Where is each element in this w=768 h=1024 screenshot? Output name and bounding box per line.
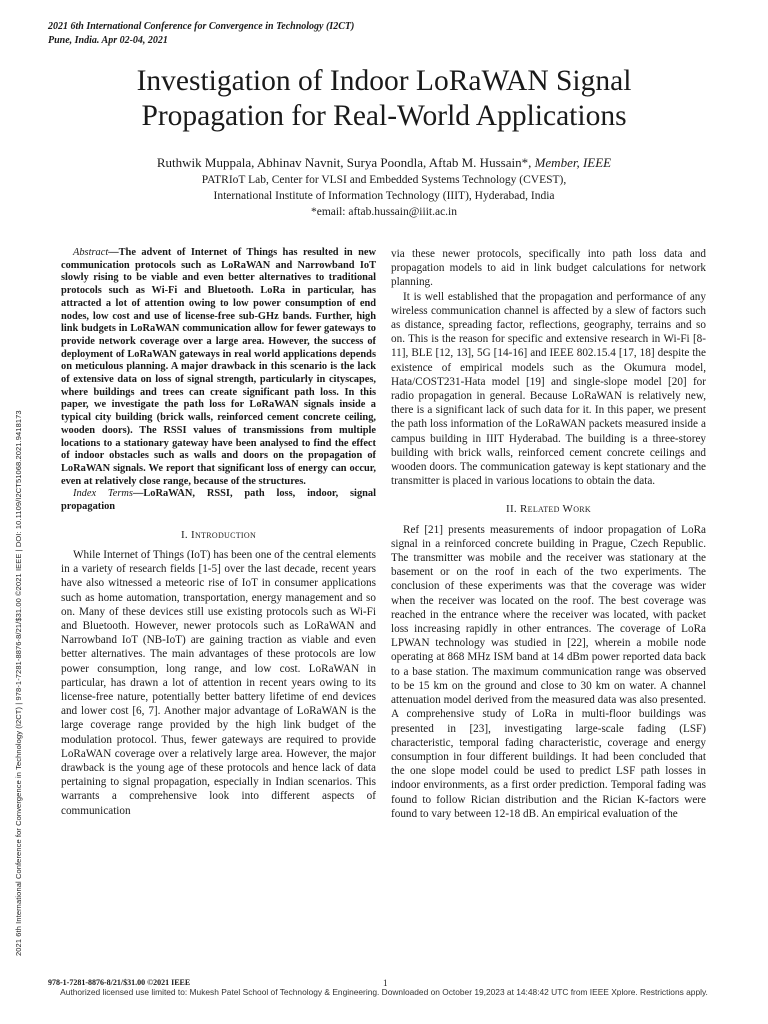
title-line-1: Investigation of Indoor LoRaWAN Signal: [136, 65, 632, 97]
page-number: 1: [383, 978, 388, 988]
author-names: Ruthwik Muppala, Abhinav Navnit, Surya Poondla, Aftab M. Hussain*,: [156, 155, 532, 170]
intro-paragraph-2: It is well established that the propagation and performance of any wireless communication channel is affected by a slew of factors such as distance, spreading factor, reflections, geography, terrains and so on. This is the reason for specific and extensive research in Wi-Fi [8-11], BLE [12, 13], 5G [14-16] and IEEE 802.15.4 [17, 18] despite the existence of empirical models such as the Okumura model, Hata/COST231-Hata model [19] and single-slope model [20] for radio propagation in general. Because LoRaWAN is relatively new, there is a significant lack of such data for it. In this paper, we present the path loss information of the LoRaWAN packets measured inside a campus building in IIIT Hyderabad. The building is a three-storey building with brick walls, reinforced cement concrete ceilings and wooden doors. The communication gateway is kept stationary and the transmitter is placed in various locations to obtain the data.: [391, 290, 706, 488]
footer-isbn: 978-1-7281-8876-8/21/$31.00 ©2021 IEEE: [48, 978, 191, 987]
abstract: [61, 247, 376, 514]
conference-name: 2021 6th International Conference for Convergence in Technology (I2CT): [48, 21, 355, 32]
section-number: II.: [505, 503, 517, 516]
section-heading-introduction: [61, 528, 376, 542]
section-number: I.: [180, 528, 188, 541]
abstract-paragraph: [61, 247, 376, 488]
left-column: [61, 247, 376, 818]
related-work-paragraph-1: Ref [21] presents measurements of indoor propagation of LoRa signal in a reinforced concrete building in Prague, Czech Republic. The transmitter was mobile and the receiver was stationary at the basement or on the roof in each of the two experiments. The conclusion of these experiments was that the coverage was wider when the receiver was located on the roof. The best coverage was reached in the entrance where the receiver was located, with packet loss increasing rapidly in other entrances. The coverage of LoRa LPWAN technology was studied in [22], wherein a mobile node operating at 868 MHz ISM band at 14 dBm power reported data back to a base station. The maximum communication range was observed to be 15 km on the ground and close to 30 km on water. A channel attenuation model derived from the measured data was also presented. A comprehensive study of LoRa in multi-floor buildings was presented in [23], investigating large-scale fading (LSF) characteristic, temporal fading characteristic, coverage and energy consumption in four different buildings. It had been concluded that the one slope model could be used to predict LSF path losses in indoor environments, as a first order prediction. Temporal fading was found to follow Rician distribution and the Rician K-factors were found to vary between 12-18 dB. An empirical evaluation of the: [391, 523, 706, 820]
abstract-label: Abstract: [73, 247, 109, 258]
intro-paragraph-1-continued: via these newer protocols, specifically into path loss data and propagation models to aid in link budget calculations for network planning.: [391, 248, 706, 289]
paper-title: [60, 64, 708, 134]
affiliation-lab: PATRIoT Lab, Center for VLSI and Embedded Systems Technology (CVEST),: [201, 174, 567, 186]
affiliation-institute: International Institute of Information Technology (IIIT), Hyderabad, India: [213, 190, 555, 202]
author-membership: Member, IEEE: [534, 155, 612, 170]
license-notice: Authorized licensed use limited to: Mukesh Patel School of Technology & Engineering. Downloaded on October 19,2023 at 14:48:42 UTC from IEEE Xplore. Restrictions apply.: [60, 987, 708, 997]
author-list: [60, 154, 708, 171]
doi-side-strip: 2021 6th International Conference for Convergence in Technology (I2CT) | 978-1-7281-8876-8/21/$31.00 ©2021 IEEE | DOI: 10.1109/I2CT51068.2021.9418173: [14, 410, 23, 956]
section-heading-related-work: [391, 502, 706, 516]
right-column: [391, 247, 706, 821]
section-title: Related Work: [520, 503, 592, 516]
index-terms-label: Index Terms: [73, 488, 133, 500]
affiliation-email: *email: aftab.hussain@iiit.ac.in: [311, 206, 457, 218]
conference-header: [48, 20, 354, 48]
intro-paragraph-1: While Internet of Things (IoT) has been one of the central elements in a variety of research fields [1-5] over the last decade, recent years have also witnessed a meteoric rise of IoT in consumer applications such as home automation, transportation, energy management and so on. Many of these devices still use existing protocols such as Wi-Fi and Bluetooth. However, newer protocols such as LoRaWAN and Narrowband IoT (NB-IoT) are gaining traction as viable and even better alternatives. The main advantages of these protocols are low power consumption, long range, and low cost. LoRaWAN in particular, has drawn a lot of attention in recent years owing to its license-free nature, potentially better battery lifetime of end devices and lower cost [6, 7]. Another major advantage of LoRaWAN is the large coverage range provided by the high link budget of the modulation protocol. Thus, fewer gateways are required to provide LoRaWAN coverage over a relatively large area. However, the major drawback is the young age of these protocols and hence lack of data pertaining to signal propagation, especially in Indian scenarios. This warrants a comprehensive look into different aspects of communication: [61, 548, 376, 817]
conference-location: Pune, India. Apr 02-04, 2021: [48, 35, 168, 46]
abstract-text: —The advent of Internet of Things has resulted in new communication protocols such as LoRaWAN and Narrowband IoT slowly rising to be viable and even better alternatives to traditional protocols such as Wi-Fi and Bluetooth. LoRa in particular, has attracted a lot of attention owing to low power consumption of end nodes, low cost and use of license-free sub-GHz bands. Further, high link budgets in LoRaWAN communication allow for fewer gateways to provide network coverage over a large area. However, the success of deployment of LoRaWAN gateways in real world applications depends on meticulous planning. A major drawback in this scenario is the lack of extensive data on loss of signal strength, particularly in cityscapes, where buildings and trees can create significant path loss. In this paper, we investigate the path loss for LoRaWAN signals inside a typical city building (brick walls, reinforced cement concrete ceiling, wooden doors). The RSSI values of transmissions from multiple locations to a stationary gateway have been analysed to find the effect of indoor obstacles such as walls and doors on the propagation of LoRaWAN signals. We report that significant loss of energy can occur, even at relatively close range, because of the structures.: [61, 247, 376, 487]
index-terms: [61, 488, 376, 513]
title-line-2: Propagation for Real-World Applications: [141, 100, 627, 132]
affiliation: [60, 172, 708, 220]
section-title: Introduction: [191, 528, 257, 541]
index-terms-text: —LoRaWAN, RSSI, path loss, indoor, signal propagation: [61, 488, 376, 513]
